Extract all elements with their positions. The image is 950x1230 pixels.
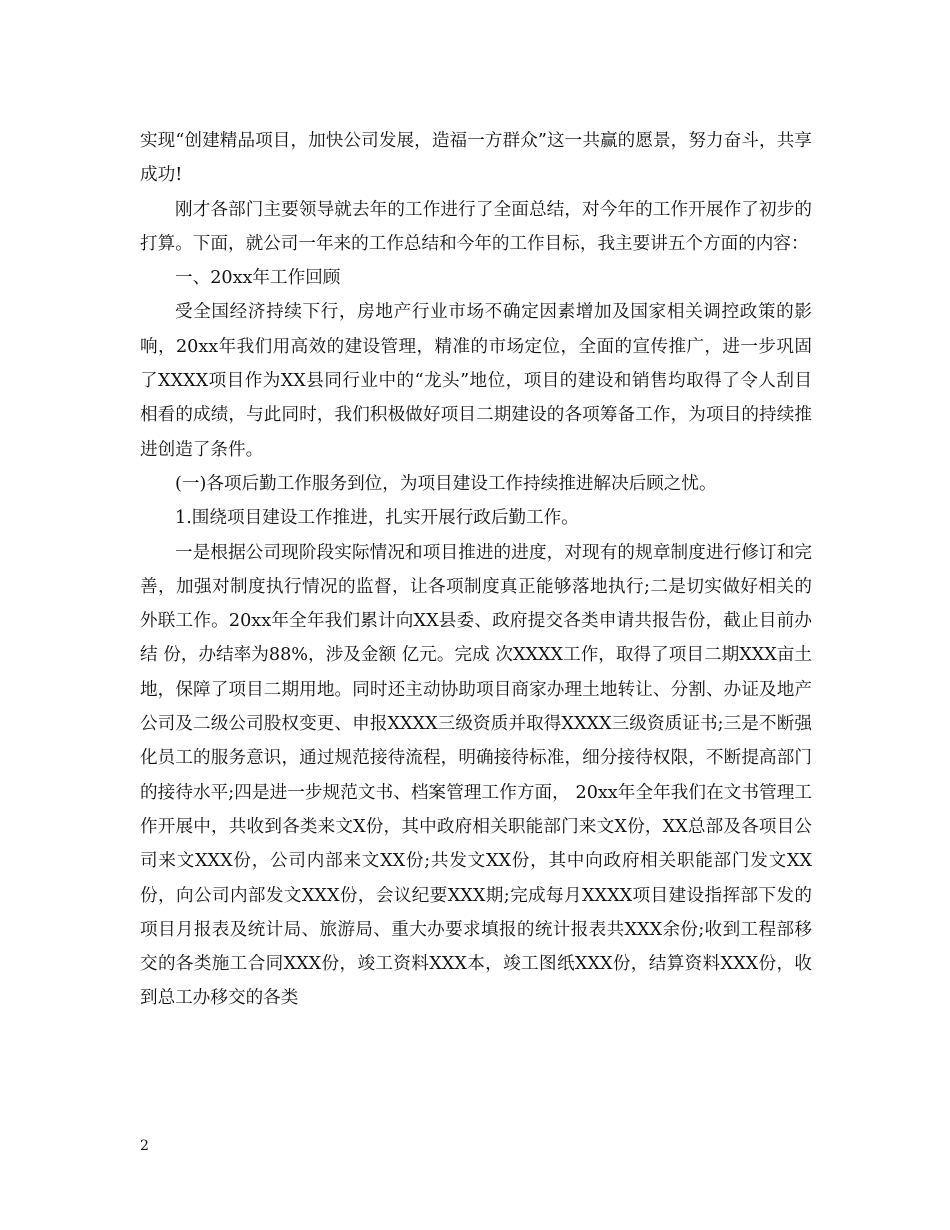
paragraph-1: 实现“创建精品项目，加快公司发展，造福一方群众”这一共赢的愿景，努力奋斗，共享成功! (140, 131, 812, 186)
subsection-heading-1: (一)各项后勤工作服务到位，为项目建设工作持续推进解决后顾之忧。 (175, 473, 717, 494)
item-heading-1: 1.围绕项目建设工作推进，扎实开展行政后勤工作。 (175, 508, 579, 529)
page-number: 2 (140, 1138, 149, 1154)
paragraph-3: 受全国经济持续下行，房地产行业市场不确定因素增加及国家相关调控政策的影响，20xx年我们用高效的建设管理，精准的市场定位，全面的宣传推广，进一步巩固了XXXX项目作为XX县同行业中的“龙头”地位，项目的建设和销售均取得了令人刮目相看的成绩，与此同时，我们积极做好项目二期建设的各项筹备工作，为项目的持续推进创造了条件。 (140, 302, 812, 460)
document-body (140, 124, 812, 1016)
paragraph-4: 一是根据公司现阶段实际情况和项目推进的进度，对现有的规章制度进行修订和完善，加强对制度执行情况的监督，让各项制度真正能够落地执行;二是切实做好相关的外联工作。20xx年全年我们累计向XX县委、政府提交各类申请共报告份，截止目前办结 份，办结率为88%，涉及金额 亿元。完成 次XXXX工作，取得了项目二期XXX亩土地，保障了项目二期用地。同时还主动协助项目商家办理土地转让、分割、办证及地产公司及二级公司股权变更、申报XXXX三级资质并取得XXXX三级资质证书;三是不断强化员工的服务意识，通过规范接待流程，明确接待标准，细分接待权限，不断提高部门的接待水平;四是进一步规范文书、档案管理工作方面， 20xx年全年我们在文书管理工作开展中，共收到各类来文X份，其中政府相关职能部门来文X份，XX总部及各项目公司来文XXX份，公司内部来文XX份;共发文XX份，其中向政府相关职能部门发文XX份，向公司内部发文XXX份，会议纪要XXX期;完成每月XXXX项目建设指挥部下发的项目月报表及统计局、旅游局、重大办要求填报的统计报表共XXX余份;收到工程部移交的各类施工合同XXX份，竣工资料XXX本，竣工图纸XXX份，结算资料XXX份，收到总工办移交的各类 (140, 542, 812, 1009)
section-heading-1: 一、20xx年工作回顾 (175, 268, 341, 289)
paragraph-2: 刚才各部门主要领导就去年的工作进行了全面总结，对今年的工作开展作了初步的打算。下面，就公司一年来的工作总结和今年的工作目标，我主要讲五个方面的内容： (140, 199, 812, 254)
